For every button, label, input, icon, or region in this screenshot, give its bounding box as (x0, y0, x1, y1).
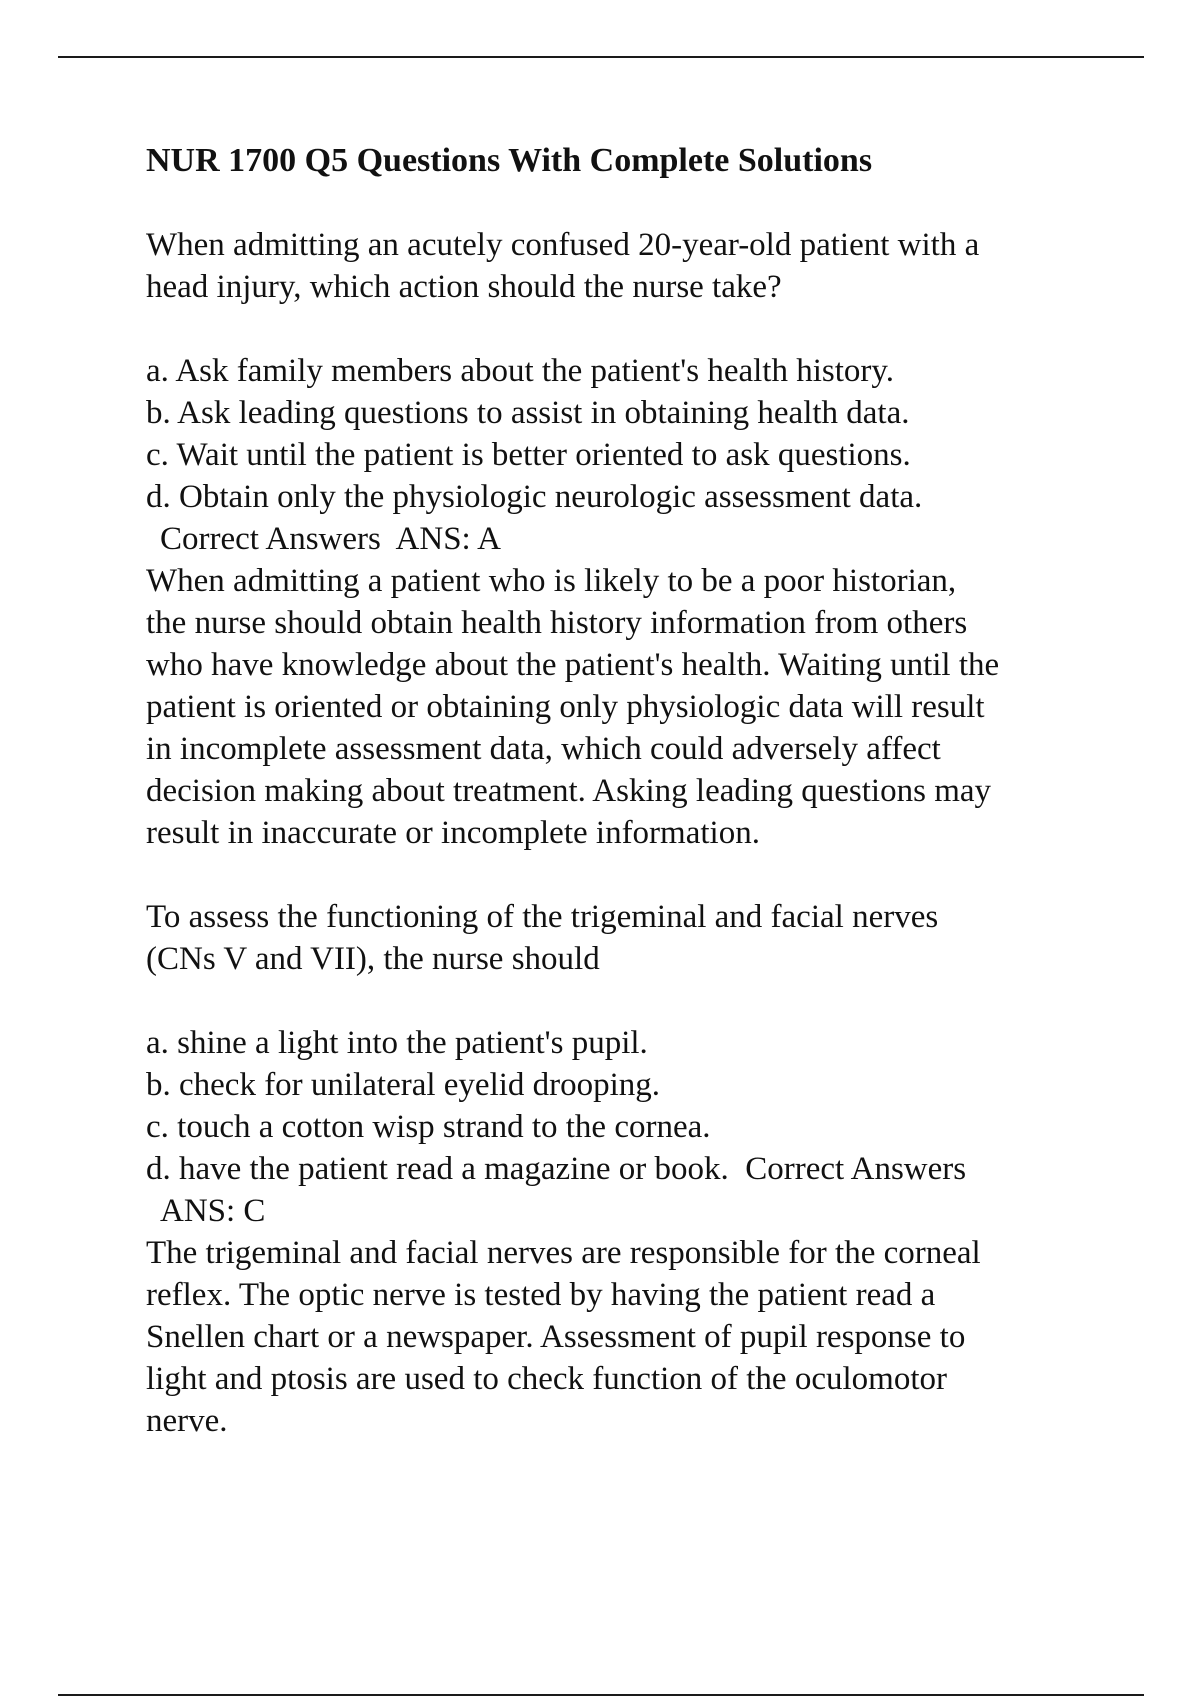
option-list (146, 350, 1106, 518)
question-text (146, 224, 1106, 308)
explanation-text (146, 560, 1106, 854)
document-body (146, 140, 1106, 1442)
explanation-line: result in inaccurate or incomplete information. (146, 815, 760, 851)
explanation-line: light and ptosis are used to check function of the oculomotor (146, 1361, 947, 1397)
option-item: d. have the patient read a magazine or book. Correct Answers (146, 1151, 967, 1187)
question-line: (CNs V and VII), the nurse should (146, 941, 600, 977)
option-item: b. Ask leading questions to assist in obtaining health data. (146, 395, 910, 431)
explanation-line: The trigeminal and facial nerves are responsible for the corneal (146, 1235, 981, 1271)
question-block-1 (146, 224, 1106, 854)
explanation-line: patient is oriented or obtaining only physiologic data will result (146, 689, 985, 725)
correct-answer: ANS: C (160, 1193, 266, 1229)
explanation-line: the nurse should obtain health history information from others (146, 605, 968, 641)
explanation-line: who have knowledge about the patient's health. Waiting until the (146, 647, 1000, 683)
option-item: c. Wait until the patient is better oriented to ask questions. (146, 437, 911, 473)
option-item: b. check for unilateral eyelid drooping. (146, 1067, 661, 1103)
option-item: a. shine a light into the patient's pupil. (146, 1025, 648, 1061)
explanation-line: When admitting a patient who is likely to be a poor historian, (146, 563, 957, 599)
option-item: c. touch a cotton wisp strand to the cornea. (146, 1109, 711, 1145)
question-line: When admitting an acutely confused 20-year-old patient with a (146, 227, 980, 263)
option-item: d. Obtain only the physiologic neurologic assessment data. (146, 479, 923, 515)
question-block-2 (146, 896, 1106, 1442)
question-line: head injury, which action should the nurse take? (146, 269, 782, 305)
correct-answer: Correct Answers ANS: A (160, 521, 501, 557)
explanation-line: in incomplete assessment data, which could adversely affect (146, 731, 941, 767)
explanation-line: reflex. The optic nerve is tested by having the patient read a (146, 1277, 936, 1313)
top-rule (58, 56, 1144, 58)
option-item: a. Ask family members about the patient's health history. (146, 353, 894, 389)
explanation-line: decision making about treatment. Asking leading questions may (146, 773, 992, 809)
bottom-rule (58, 1694, 1144, 1696)
option-list (146, 1022, 1106, 1190)
question-text (146, 896, 1106, 980)
question-line: To assess the functioning of the trigeminal and facial nerves (146, 899, 939, 935)
document-title: NUR 1700 Q5 Questions With Complete Solutions (146, 142, 873, 179)
explanation-line: Snellen chart or a newspaper. Assessment of pupil response to (146, 1319, 966, 1355)
explanation-line: nerve. (146, 1403, 228, 1439)
explanation-text (146, 1232, 1106, 1442)
